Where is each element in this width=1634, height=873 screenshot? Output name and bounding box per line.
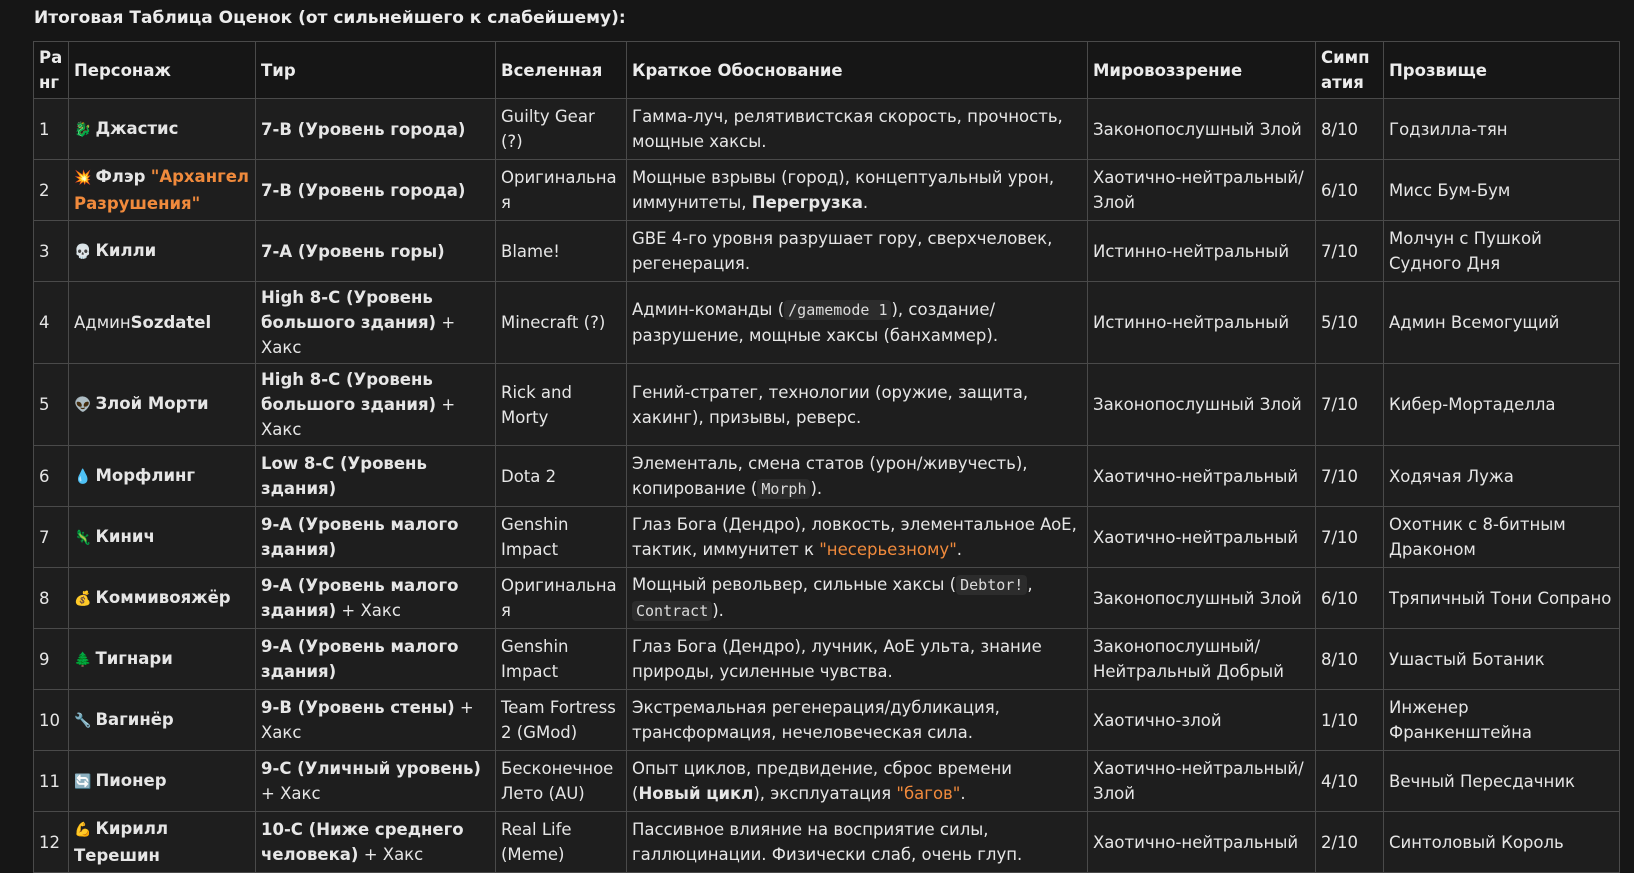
sympathy-value: 6/10 bbox=[1321, 588, 1359, 608]
character-cell bbox=[69, 446, 256, 507]
justification-cell bbox=[627, 282, 1088, 364]
character-name: Джастис bbox=[95, 118, 179, 138]
rank-value: 9 bbox=[39, 649, 50, 669]
nickname-value: Тряпичный Тони Сопрано bbox=[1389, 588, 1612, 608]
nickname-cell bbox=[1384, 568, 1620, 629]
universe-value: Team Fortress 2 (GMod) bbox=[501, 698, 616, 742]
justification-highlight: "багов" bbox=[896, 784, 961, 803]
sympathy-cell bbox=[1316, 446, 1384, 507]
justification-text: ), эксплуатация bbox=[753, 784, 897, 803]
alignment-cell bbox=[1088, 99, 1316, 160]
nickname-cell bbox=[1384, 221, 1620, 282]
wrench-icon: 🔧 bbox=[74, 712, 92, 729]
rank-cell bbox=[34, 221, 69, 282]
justification-cell bbox=[627, 160, 1088, 221]
sympathy-cell bbox=[1316, 568, 1384, 629]
justification-bold: Перегрузка bbox=[751, 193, 863, 212]
tier-cell bbox=[256, 751, 496, 812]
nickname-value: Кибер-Мортаделла bbox=[1389, 395, 1556, 414]
alignment-cell bbox=[1088, 282, 1316, 364]
alignment-cell bbox=[1088, 629, 1316, 690]
sympathy-value: 7/10 bbox=[1321, 241, 1359, 261]
rank-value: 1 bbox=[39, 119, 50, 139]
table-body bbox=[34, 99, 1620, 873]
nickname-cell bbox=[1384, 364, 1620, 446]
character-cell bbox=[69, 690, 256, 751]
justification-text: , bbox=[1027, 575, 1033, 594]
rank-value: 8 bbox=[39, 588, 50, 608]
universe-cell bbox=[496, 364, 627, 446]
alignment-value: Законопослушный Злой bbox=[1093, 395, 1302, 414]
tier-level: High 8-C (Уровень большого здания) bbox=[261, 370, 437, 414]
character-cell bbox=[69, 99, 256, 160]
tier-extra: + Хакс bbox=[336, 601, 401, 620]
universe-value: Genshin Impact bbox=[501, 637, 569, 681]
universe-cell bbox=[496, 282, 627, 364]
alignment-value: Законопослушный Злой bbox=[1093, 119, 1302, 139]
tree-icon: 🌲 bbox=[74, 651, 92, 668]
alignment-value: Хаотично-нейтральный bbox=[1093, 832, 1299, 852]
alignment-value: Хаотично-злой bbox=[1093, 710, 1222, 730]
sympathy-cell bbox=[1316, 812, 1384, 873]
rank-cell bbox=[34, 507, 69, 568]
sympathy-value: 7/10 bbox=[1321, 527, 1359, 547]
universe-cell bbox=[496, 99, 627, 160]
alignment-cell bbox=[1088, 221, 1316, 282]
tier-extra: + Хакс bbox=[261, 784, 321, 803]
sympathy-value: 8/10 bbox=[1321, 119, 1359, 139]
justification-cell bbox=[627, 751, 1088, 812]
justification-text: Мощный револьвер, сильные хаксы ( bbox=[632, 575, 957, 594]
justification-cell bbox=[627, 364, 1088, 446]
rank-cell bbox=[34, 99, 69, 160]
inline-code: Contract bbox=[632, 601, 712, 621]
explosion-icon: 💥 bbox=[74, 170, 92, 186]
tier-extra: + Хакс bbox=[261, 395, 456, 439]
tier-cell bbox=[256, 160, 496, 221]
nickname-value: Охотник с 8-битным Драконом bbox=[1389, 515, 1566, 559]
justification-text: Гамма-луч, релятивистская скорость, прочность, мощные хаксы. bbox=[632, 107, 1063, 151]
justification-text: Экстремальная регенерация/дубликация, трансформация, нечеловеческая сила. bbox=[632, 698, 1000, 742]
character-name: Пионер bbox=[95, 770, 167, 790]
alignment-cell bbox=[1088, 812, 1316, 873]
character-name: Флэр bbox=[95, 167, 146, 186]
tier-cell bbox=[256, 221, 496, 282]
sympathy-cell bbox=[1316, 221, 1384, 282]
justification-text: Гений-стратег, технологии (оружие, защита, хакинг), призывы, реверс. bbox=[632, 382, 1029, 427]
rank-cell bbox=[34, 160, 69, 221]
rank-cell bbox=[34, 282, 69, 364]
tier-cell bbox=[256, 690, 496, 751]
nickname-value: Годзилла-тян bbox=[1389, 119, 1508, 139]
sympathy-cell bbox=[1316, 282, 1384, 364]
inline-code: Morph bbox=[757, 479, 810, 499]
nickname-cell bbox=[1384, 812, 1620, 873]
character-cell bbox=[69, 812, 256, 873]
universe-value: Real Life (Meme) bbox=[501, 820, 572, 864]
universe-cell bbox=[496, 221, 627, 282]
rank-cell bbox=[34, 690, 69, 751]
justification-text: GBE 4-го уровня разрушает гору, сверхчеловек, регенерация. bbox=[632, 229, 1053, 273]
sympathy-value: 1/10 bbox=[1321, 710, 1359, 730]
table-row bbox=[34, 629, 1620, 690]
alignment-cell bbox=[1088, 568, 1316, 629]
alignment-value: Хаотично-нейтральный bbox=[1093, 466, 1299, 486]
justification-text: . bbox=[956, 540, 963, 559]
tier-cell bbox=[256, 507, 496, 568]
sympathy-value: 2/10 bbox=[1321, 832, 1359, 852]
nickname-value: Инженер Франкенштейна bbox=[1389, 698, 1532, 742]
tier-extra: + Хакс bbox=[261, 698, 474, 742]
character-cell bbox=[69, 568, 256, 629]
character-cell bbox=[69, 751, 256, 812]
justification-text: Глаз Бога (Дендро), ловкость, элементальное AoE, тактик, иммунитет к bbox=[632, 515, 1077, 559]
character-name: Кирилл Терешин bbox=[74, 819, 169, 865]
inline-code: /gamemode 1 bbox=[784, 300, 891, 320]
universe-value: Minecraft (?) bbox=[501, 313, 606, 332]
character-title: "Архангел Разрушения" bbox=[74, 167, 249, 213]
sympathy-cell bbox=[1316, 507, 1384, 568]
droplet-icon: 💧 bbox=[74, 468, 92, 485]
rank-cell bbox=[34, 446, 69, 507]
nickname-cell bbox=[1384, 446, 1620, 507]
justification-cell bbox=[627, 690, 1088, 751]
justification-text: . bbox=[862, 193, 869, 212]
flexed-bicep-icon: 💪 bbox=[74, 822, 92, 838]
table-row bbox=[34, 446, 1620, 507]
character-name: Тигнари bbox=[95, 648, 173, 668]
alignment-cell bbox=[1088, 507, 1316, 568]
rank-value: 6 bbox=[39, 466, 50, 486]
justification-cell bbox=[627, 812, 1088, 873]
justification-text: Глаз Бога (Дендро), лучник, AoE ульта, знание природы, усиленные чувства. bbox=[632, 637, 1042, 681]
universe-cell bbox=[496, 629, 627, 690]
character-cell bbox=[69, 629, 256, 690]
tier-cell bbox=[256, 99, 496, 160]
tier-cell bbox=[256, 812, 496, 873]
nickname-cell bbox=[1384, 99, 1620, 160]
justification-cell bbox=[627, 221, 1088, 282]
justification-text: Опыт циклов, предвидение, сброс времени ( bbox=[632, 759, 1013, 803]
universe-cell bbox=[496, 160, 627, 221]
justification-text: ), создание/разрушение, мощные хаксы (банхаммер). bbox=[632, 300, 999, 345]
rank-value: 7 bbox=[39, 527, 50, 547]
universe-value: Blame! bbox=[501, 241, 560, 261]
alignment-value: Истинно-нейтральный bbox=[1093, 241, 1290, 261]
sympathy-value: 6/10 bbox=[1321, 180, 1359, 200]
sympathy-value: 8/10 bbox=[1321, 649, 1359, 669]
justification-text: . bbox=[960, 784, 966, 803]
tier-extra: + Хакс bbox=[358, 845, 424, 864]
alignment-cell bbox=[1088, 690, 1316, 751]
character-name: Злой Морти bbox=[95, 394, 209, 413]
header-character: Персонаж bbox=[69, 42, 256, 99]
rank-cell bbox=[34, 629, 69, 690]
rank-cell bbox=[34, 812, 69, 873]
tier-level: 9-B (Уровень стены) bbox=[261, 698, 455, 717]
nickname-value: Мисс Бум-Бум bbox=[1389, 180, 1511, 200]
nickname-value: Админ Всемогущий bbox=[1389, 313, 1560, 332]
tier-level: High 8-C (Уровень большого здания) bbox=[261, 288, 437, 332]
nickname-value: Вечный Пересдачник bbox=[1389, 771, 1576, 791]
justification-text: Админ-команды ( bbox=[632, 300, 785, 319]
rank-value: 12 bbox=[39, 832, 60, 852]
rank-cell bbox=[34, 364, 69, 446]
rank-value: 11 bbox=[39, 771, 60, 791]
table-row bbox=[34, 690, 1620, 751]
alignment-cell bbox=[1088, 364, 1316, 446]
tier-cell bbox=[256, 364, 496, 446]
tier-level: 9-A (Уровень малого здания) bbox=[261, 515, 459, 559]
nickname-cell bbox=[1384, 690, 1620, 751]
nickname-cell bbox=[1384, 629, 1620, 690]
universe-cell bbox=[496, 568, 627, 629]
sympathy-value: 5/10 bbox=[1321, 313, 1359, 332]
skull-icon: 💀 bbox=[74, 243, 92, 260]
sympathy-cell bbox=[1316, 160, 1384, 221]
nickname-cell bbox=[1384, 751, 1620, 812]
universe-cell bbox=[496, 812, 627, 873]
character-cell bbox=[69, 221, 256, 282]
tier-level: 9-C (Уличный уровень) bbox=[261, 759, 481, 778]
alignment-value: Истинно-нейтральный bbox=[1093, 313, 1290, 332]
alignment-value: Хаотично-нейтральный/ Злой bbox=[1093, 759, 1304, 803]
universe-value: Genshin Impact bbox=[501, 515, 569, 559]
table-row bbox=[34, 507, 1620, 568]
universe-value: Оригинальная bbox=[501, 168, 617, 212]
alignment-value: Законопослушный/ Нейтральный Добрый bbox=[1093, 637, 1284, 681]
sympathy-cell bbox=[1316, 629, 1384, 690]
table-row bbox=[34, 568, 1620, 629]
alignment-value: Хаотично-нейтральный/ Злой bbox=[1093, 168, 1304, 212]
justification-cell bbox=[627, 446, 1088, 507]
nickname-cell bbox=[1384, 160, 1620, 221]
justification-cell bbox=[627, 568, 1088, 629]
rank-value: 5 bbox=[39, 395, 50, 414]
header-universe: Вселенная bbox=[496, 42, 627, 99]
justification-cell bbox=[627, 99, 1088, 160]
universe-cell bbox=[496, 751, 627, 812]
header-justification: Краткое Обоснование bbox=[627, 42, 1088, 99]
justification-cell bbox=[627, 507, 1088, 568]
universe-value: Guilty Gear (?) bbox=[501, 107, 595, 151]
sympathy-value: 4/10 bbox=[1321, 771, 1359, 791]
tier-level: 7-A (Уровень горы) bbox=[261, 241, 445, 261]
table-row bbox=[34, 282, 1620, 364]
alien-icon: 👽 bbox=[74, 397, 92, 413]
rank-cell bbox=[34, 751, 69, 812]
nickname-cell bbox=[1384, 282, 1620, 364]
universe-value: Бесконечное Лето (AU) bbox=[501, 759, 614, 803]
character-name: Вагинёр bbox=[95, 709, 174, 729]
tier-cell bbox=[256, 282, 496, 364]
character-name: Морфлинг bbox=[95, 465, 196, 485]
header-rank: Ранг bbox=[34, 42, 69, 99]
justification-cell bbox=[627, 629, 1088, 690]
tier-level: 7-B (Уровень города) bbox=[261, 180, 466, 200]
character-name: Кинич bbox=[95, 526, 155, 546]
rank-value: 10 bbox=[39, 710, 60, 730]
character-name: Килли bbox=[95, 240, 157, 260]
character-name-bold: Sozdatel bbox=[130, 313, 212, 332]
universe-value: Оригинальная bbox=[501, 576, 617, 620]
nickname-value: Синтоловый Король bbox=[1389, 832, 1564, 852]
tier-cell bbox=[256, 629, 496, 690]
character-cell bbox=[69, 160, 256, 221]
table-row bbox=[34, 221, 1620, 282]
money-bag-icon: 💰 bbox=[74, 590, 92, 607]
justification-text: ). bbox=[810, 478, 823, 498]
lizard-icon: 🦎 bbox=[74, 529, 92, 546]
header-alignment: Мировоззрение bbox=[1088, 42, 1316, 99]
universe-value: Rick and Morty bbox=[501, 382, 572, 427]
table-row bbox=[34, 160, 1620, 221]
table-row bbox=[34, 99, 1620, 160]
header-nickname: Прозвище bbox=[1384, 42, 1620, 99]
universe-cell bbox=[496, 507, 627, 568]
sympathy-value: 7/10 bbox=[1321, 466, 1359, 486]
rank-value: 4 bbox=[39, 313, 50, 332]
inline-code: Debtor! bbox=[956, 575, 1027, 595]
table-row bbox=[34, 364, 1620, 446]
character-cell bbox=[69, 282, 256, 364]
justification-text: Элементаль, смена статов (урон/живучесть), копирование ( bbox=[632, 453, 1028, 498]
universe-value: Dota 2 bbox=[501, 466, 557, 486]
header-sympathy: Симпатия bbox=[1316, 42, 1384, 99]
nickname-value: Ходячая Лужа bbox=[1389, 466, 1514, 486]
sympathy-cell bbox=[1316, 364, 1384, 446]
nickname-value: Молчун с Пушкой Судного Дня bbox=[1389, 229, 1542, 273]
alignment-value: Хаотично-нейтральный bbox=[1093, 527, 1299, 547]
table-header-row bbox=[34, 42, 1620, 99]
character-cell bbox=[69, 364, 256, 446]
sympathy-value: 7/10 bbox=[1321, 395, 1359, 414]
justification-text: ). bbox=[712, 601, 724, 620]
tier-cell bbox=[256, 568, 496, 629]
tier-level: 7-B (Уровень города) bbox=[261, 119, 466, 139]
tier-extra: + Хакс bbox=[261, 313, 456, 357]
tier-level: 9-A (Уровень малого здания) bbox=[261, 576, 459, 620]
rank-value: 2 bbox=[39, 180, 50, 200]
sympathy-cell bbox=[1316, 99, 1384, 160]
alignment-cell bbox=[1088, 160, 1316, 221]
tier-level: 9-A (Уровень малого здания) bbox=[261, 637, 459, 681]
justification-text: Мощные взрывы (город), концептуальный урон, иммунитеты, bbox=[632, 168, 1055, 212]
dragon-icon: 🐉 bbox=[74, 121, 92, 138]
alignment-cell bbox=[1088, 751, 1316, 812]
ratings-table bbox=[33, 41, 1620, 873]
nickname-cell bbox=[1384, 507, 1620, 568]
universe-cell bbox=[496, 690, 627, 751]
rank-cell bbox=[34, 568, 69, 629]
justification-highlight: "несерьезному" bbox=[819, 540, 957, 559]
header-tier: Тир bbox=[256, 42, 496, 99]
universe-cell bbox=[496, 446, 627, 507]
justification-bold: Новый цикл bbox=[638, 784, 754, 803]
cycle-icon: 🔄 bbox=[74, 773, 92, 790]
character-name: Коммивояжёр bbox=[95, 587, 231, 607]
nickname-value: Ушастый Ботаник bbox=[1389, 649, 1545, 669]
justification-text: Пассивное влияние на восприятие силы, галлюцинации. Физически слаб, очень глуп. bbox=[632, 820, 1023, 864]
tier-level: Low 8-C (Уровень здания) bbox=[261, 454, 427, 498]
table-heading: Итоговая Таблица Оценок (от сильнейшего к слабейшему): bbox=[34, 8, 626, 28]
alignment-cell bbox=[1088, 446, 1316, 507]
tier-cell bbox=[256, 446, 496, 507]
sympathy-cell bbox=[1316, 690, 1384, 751]
tier-level: 10-C (Ниже среднего человека) bbox=[261, 820, 464, 864]
character-name: Админ bbox=[74, 313, 131, 332]
alignment-value: Законопослушный Злой bbox=[1093, 588, 1302, 608]
table-row bbox=[34, 812, 1620, 873]
table-row bbox=[34, 751, 1620, 812]
character-cell bbox=[69, 507, 256, 568]
rank-value: 3 bbox=[39, 241, 50, 261]
sympathy-cell bbox=[1316, 751, 1384, 812]
